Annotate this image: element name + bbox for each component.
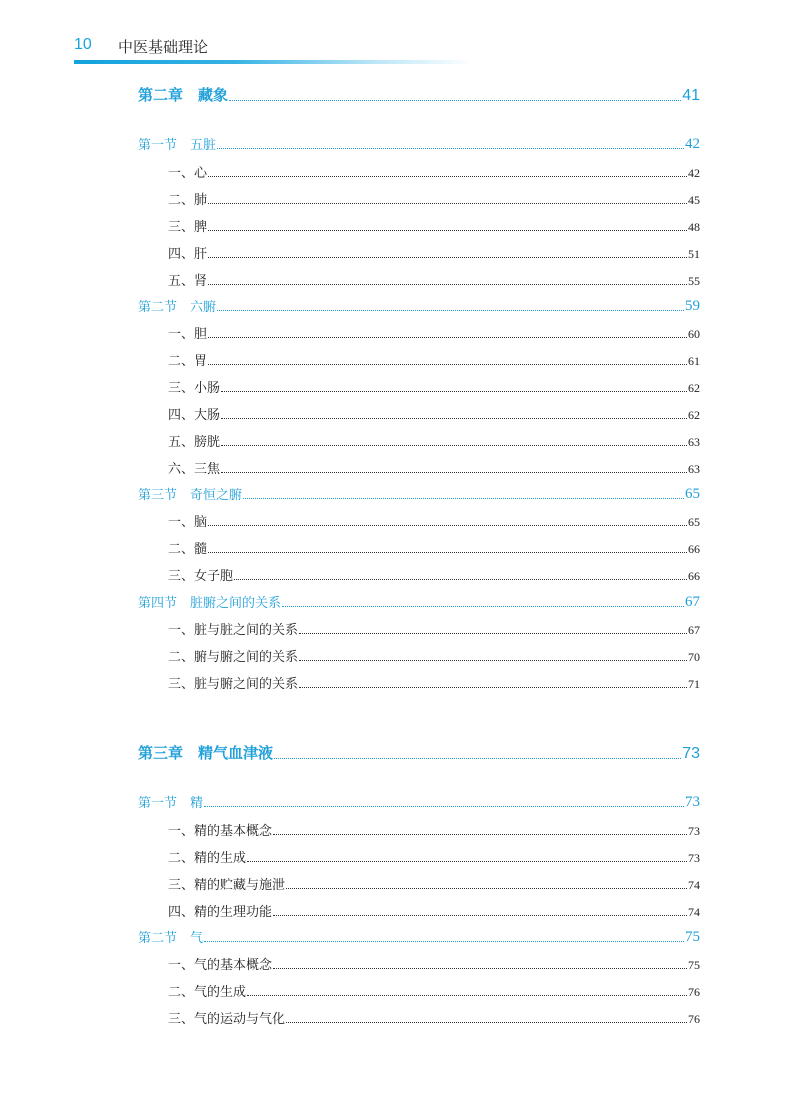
toc-page-number: 71 [688, 677, 700, 691]
toc-item-title: 四、肝 [168, 247, 208, 262]
toc-page-number: 76 [688, 1012, 700, 1026]
toc-page-number: 73 [685, 794, 700, 810]
toc-item-title: 一、脑 [168, 515, 208, 530]
toc-item-title: 二、气的生成 [168, 985, 247, 1000]
leader-dots [208, 176, 687, 177]
leader-dots [229, 100, 681, 101]
toc-page-number: 73 [682, 745, 700, 762]
toc-item[interactable] [138, 901, 700, 920]
toc-item[interactable] [138, 673, 700, 692]
leader-dots [274, 758, 681, 759]
header-accent-bar [74, 60, 474, 64]
toc-page-number: 45 [688, 193, 700, 207]
page-header [74, 36, 494, 66]
toc-item-title: 三、脾 [168, 220, 208, 235]
toc-item-title: 三、小肠 [168, 381, 221, 396]
page-number: 10 [74, 36, 92, 53]
leader-dots [208, 284, 687, 285]
toc-section[interactable] [138, 927, 700, 946]
toc-item[interactable] [138, 458, 700, 477]
leader-dots [286, 888, 687, 889]
leader-dots [247, 995, 687, 996]
toc-item[interactable] [138, 350, 700, 369]
toc-page-number: 65 [685, 486, 700, 502]
toc-section[interactable] [138, 592, 700, 611]
book-title: 中医基础理论 [118, 38, 209, 56]
toc-chapter-title: 第三章 精气血津液 [138, 744, 274, 762]
toc-chapter-title: 第二章 藏象 [138, 86, 229, 104]
toc-item[interactable] [138, 216, 700, 235]
leader-dots [208, 203, 687, 204]
toc-item-title: 三、女子胞 [168, 569, 234, 584]
toc-page-number: 73 [688, 851, 700, 865]
toc-item[interactable] [138, 377, 700, 396]
leader-dots [282, 606, 684, 607]
toc-page-number: 55 [688, 274, 700, 288]
toc-page-number: 66 [688, 569, 700, 583]
toc-chapter[interactable] [138, 742, 700, 763]
toc-item-title: 一、胆 [168, 327, 208, 342]
toc-page-number: 60 [688, 327, 700, 341]
toc-item[interactable] [138, 619, 700, 638]
leader-dots [208, 337, 687, 338]
toc-section-title: 第一节 五脏 [138, 138, 217, 153]
leader-dots [208, 552, 687, 553]
leader-dots [208, 230, 687, 231]
toc-item-title: 六、三焦 [168, 462, 221, 477]
leader-dots [208, 525, 687, 526]
toc-page-number: 74 [688, 878, 700, 892]
leader-dots [221, 391, 687, 392]
toc-page-number: 62 [688, 381, 700, 395]
toc-item[interactable] [138, 189, 700, 208]
toc-item[interactable] [138, 646, 700, 665]
leader-dots [221, 445, 687, 446]
toc-item-title: 一、气的基本概念 [168, 958, 273, 973]
leader-dots [243, 498, 684, 499]
toc-page-number: 73 [688, 824, 700, 838]
toc-item-title: 一、精的基本概念 [168, 824, 273, 839]
toc-page-number: 76 [688, 985, 700, 999]
toc-item-title: 二、精的生成 [168, 851, 247, 866]
toc-section-title: 第二节 气 [138, 931, 204, 946]
leader-dots [217, 310, 684, 311]
toc-page-number: 67 [688, 623, 700, 637]
toc-section[interactable] [138, 484, 700, 503]
toc-item-title: 五、肾 [168, 274, 208, 289]
leader-dots [208, 364, 687, 365]
toc-page-number: 74 [688, 905, 700, 919]
leader-dots [286, 1022, 687, 1023]
leader-dots [273, 968, 687, 969]
leader-dots [299, 633, 687, 634]
toc-page-number: 62 [688, 408, 700, 422]
toc-page-number: 48 [688, 220, 700, 234]
toc-item-title: 三、精的贮藏与施泄 [168, 878, 286, 893]
toc-item-title: 三、脏与腑之间的关系 [168, 677, 299, 692]
toc-item-title: 二、肺 [168, 193, 208, 208]
toc-page-number: 75 [688, 958, 700, 972]
toc-item-title: 五、膀胱 [168, 435, 221, 450]
toc-page-number: 59 [685, 298, 700, 314]
toc-item[interactable] [138, 243, 700, 262]
toc-item[interactable] [138, 1008, 700, 1027]
toc-item-title: 一、脏与脏之间的关系 [168, 623, 299, 638]
toc-item[interactable] [138, 981, 700, 1000]
toc-item[interactable] [138, 847, 700, 866]
toc-section-title: 第三节 奇恒之腑 [138, 488, 243, 503]
leader-dots [221, 418, 687, 419]
toc-page-number: 61 [688, 354, 700, 368]
leader-dots [273, 915, 687, 916]
toc-item-title: 四、精的生理功能 [168, 905, 273, 920]
toc-item[interactable] [138, 565, 700, 584]
leader-dots [273, 834, 687, 835]
toc-page-number: 51 [688, 247, 700, 261]
leader-dots [217, 148, 684, 149]
toc-chapter[interactable] [138, 84, 700, 105]
leader-dots [247, 861, 687, 862]
leader-dots [221, 472, 687, 473]
leader-dots [204, 941, 684, 942]
leader-dots [208, 257, 687, 258]
toc-item[interactable] [138, 954, 700, 973]
toc-page-number: 75 [685, 929, 700, 945]
toc-page-number: 42 [688, 166, 700, 180]
toc-section-title: 第一节 精 [138, 796, 204, 811]
toc-item-title: 二、胃 [168, 354, 208, 369]
toc-page-number: 42 [685, 136, 700, 152]
toc-item[interactable] [138, 874, 700, 893]
toc-item-title: 二、髓 [168, 542, 208, 557]
toc-page-number: 63 [688, 462, 700, 476]
toc-item[interactable] [138, 820, 700, 839]
toc-item[interactable] [138, 538, 700, 557]
toc-item[interactable] [138, 270, 700, 289]
toc-page-number: 70 [688, 650, 700, 664]
leader-dots [299, 660, 687, 661]
toc-page-number: 65 [688, 515, 700, 529]
toc-section-title: 第二节 六腑 [138, 300, 217, 315]
toc-item-title: 一、心 [168, 166, 208, 181]
toc-item[interactable] [138, 162, 700, 181]
toc-item[interactable] [138, 431, 700, 450]
toc-section[interactable] [138, 792, 700, 811]
toc-item[interactable] [138, 511, 700, 530]
toc-page-number: 41 [682, 87, 700, 104]
toc-section[interactable] [138, 296, 700, 315]
leader-dots [204, 806, 684, 807]
toc-item-title: 三、气的运动与气化 [168, 1012, 286, 1027]
toc-page-number: 63 [688, 435, 700, 449]
toc-item[interactable] [138, 404, 700, 423]
toc-item-title: 二、腑与腑之间的关系 [168, 650, 299, 665]
toc-item[interactable] [138, 323, 700, 342]
toc-section-title: 第四节 脏腑之间的关系 [138, 596, 282, 611]
toc-page-number: 67 [685, 594, 700, 610]
leader-dots [299, 687, 687, 688]
toc-section[interactable] [138, 134, 700, 153]
toc-page-number: 66 [688, 542, 700, 556]
toc-item-title: 四、大肠 [168, 408, 221, 423]
leader-dots [234, 579, 687, 580]
